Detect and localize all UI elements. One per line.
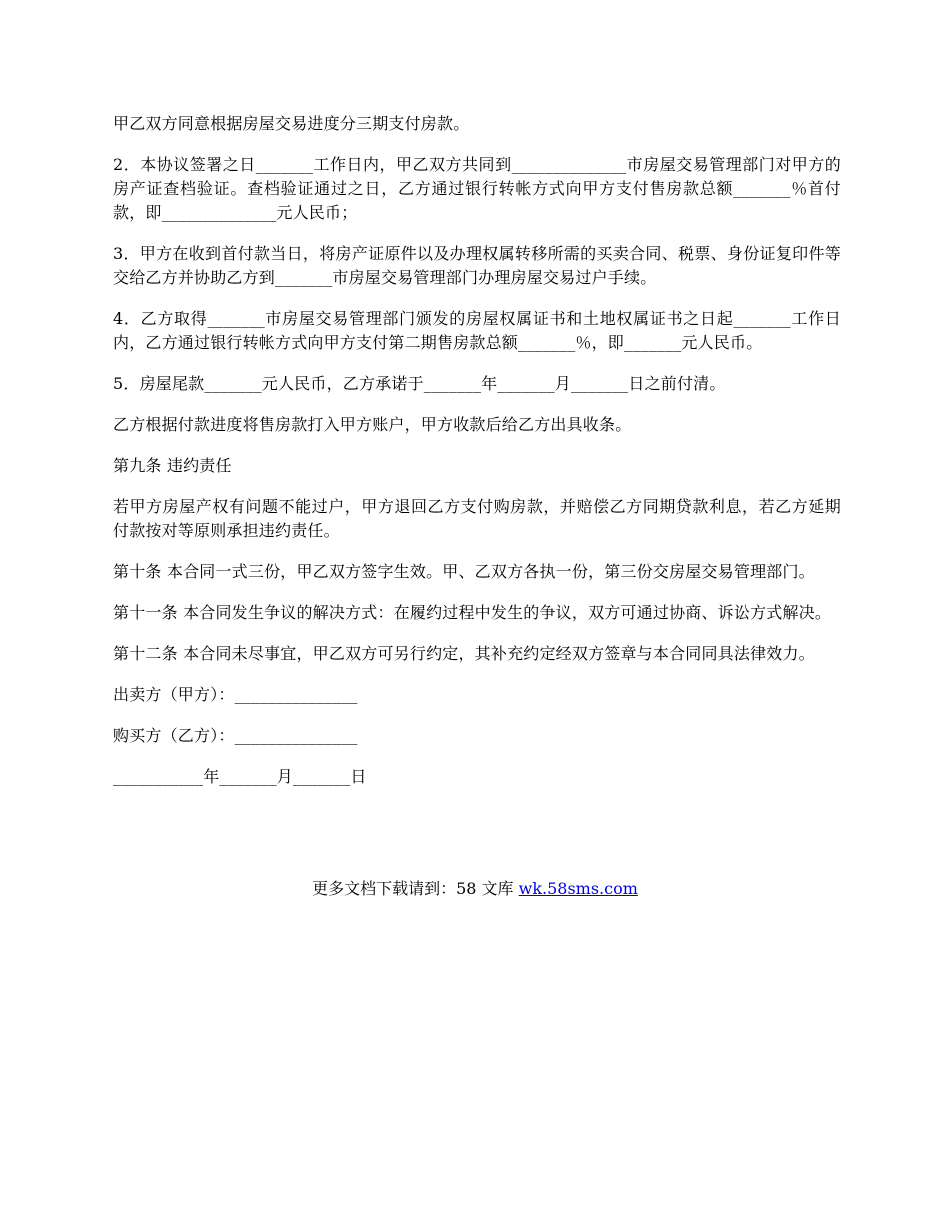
paragraph-article-11: 第十一条 本合同发生争议的解决方式：在履约过程中发生的争议，双方可通过协商、诉讼方式解决。 <box>113 603 832 622</box>
paragraph-clause-2: 2．本协议签署之日_______工作日内，甲乙双方共同到______________市房屋交易管理部门对甲方的房产证查档验证。查档验证通过之日，乙方通过银行转帐方式向甲方支付售房款总额_______％首付款，即______________元人民币； <box>113 155 841 222</box>
paragraph-payment-intro: 甲乙双方同意根据房屋交易进度分三期支付房款。 <box>113 114 470 133</box>
footer-link[interactable]: wk.58sms.com <box>518 879 638 898</box>
buyer-signature-line: 购买方（乙方）：_______________ <box>113 726 358 745</box>
paragraph-clause-3: 3．甲方在收到首付款当日，将房产证原件以及办理权属转移所需的买卖合同、税票、身份证复印件等交给乙方并协助乙方到_______市房屋交易管理部门办理房屋交易过户手续。 <box>113 244 841 287</box>
heading-article-9: 第九条 违约责任 <box>113 456 232 475</box>
footer <box>0 877 950 901</box>
seller-signature-line: 出卖方（甲方）：_______________ <box>113 685 358 704</box>
document-body <box>113 112 841 789</box>
paragraph-article-10: 第十条 本合同一式三份，甲乙双方签字生效。甲、乙双方各执一份，第三份交房屋交易管理部门。 <box>113 562 815 581</box>
paragraph-breach-liability: 若甲方房屋产权有问题不能过户，甲方退回乙方支付购房款，并赔偿乙方同期贷款利息，若乙方延期付款按对等原则承担违约责任。 <box>113 497 841 540</box>
paragraph-payment-receipt: 乙方根据付款进度将售房款打入甲方账户，甲方收款后给乙方出具收条。 <box>113 415 632 434</box>
paragraph-article-12: 第十二条 本合同未尽事宜，甲乙双方可另行约定，其补充约定经双方签章与本合同同具法律效力。 <box>113 644 815 663</box>
date-line: ___________年_______月_______日 <box>113 767 367 786</box>
paragraph-clause-5: 5．房屋尾款_______元人民币，乙方承诺于_______年_______月_______日之前付清。 <box>113 374 726 393</box>
footer-prefix: 更多文档下载请到：58 文库 <box>312 879 519 898</box>
paragraph-clause-4: 4．乙方取得_______市房屋交易管理部门颁发的房屋权属证书和土地权属证书之日起_______工作日内，乙方通过银行转帐方式向甲方支付第二期售房款总额_______％，即_______元人民币。 <box>113 309 841 352</box>
